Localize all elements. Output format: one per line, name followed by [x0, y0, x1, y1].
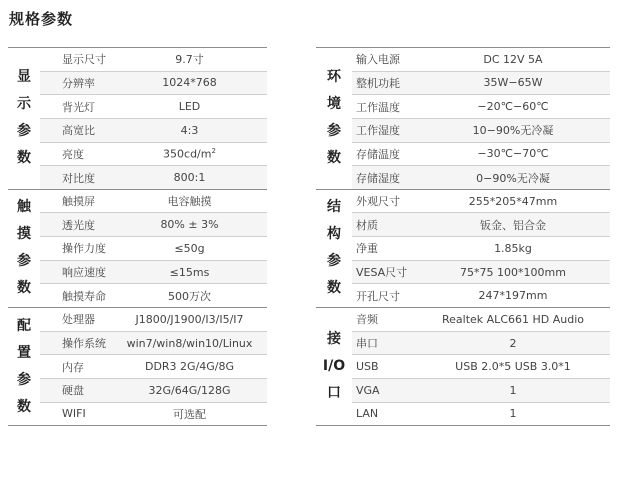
spec-value-text: 75*75 100*100mm	[460, 265, 566, 279]
spec-value	[112, 124, 267, 137]
spec-label: 触摸屏	[62, 195, 95, 209]
spec-value	[112, 313, 267, 326]
spec-value-text: 1024*768	[162, 76, 217, 90]
spec-value	[416, 266, 610, 279]
group-title-char: 构	[327, 226, 341, 243]
spec-row	[40, 402, 267, 426]
spec-row	[40, 94, 267, 118]
spec-value	[112, 147, 267, 161]
spec-value-text: DC 12V 5A	[483, 52, 543, 66]
spec-label: 显示尺寸	[62, 53, 106, 67]
group-title-char: 触	[17, 199, 31, 216]
spec-row	[352, 283, 610, 307]
spec-value-text: LED	[178, 100, 201, 114]
group-title-char: 环	[327, 69, 341, 86]
spec-label: 操作力度	[62, 242, 106, 256]
spec-row	[40, 260, 267, 284]
spec-value	[416, 384, 610, 397]
spec-row	[352, 354, 610, 378]
spec-row	[40, 212, 267, 236]
spec-label: 硬盘	[62, 384, 84, 398]
spec-row	[40, 71, 267, 95]
spec-value-text: 0−90%无冷凝	[476, 171, 550, 185]
spec-row	[40, 165, 267, 189]
spec-row	[40, 283, 267, 307]
spec-label: 分辨率	[62, 76, 95, 90]
spec-label: 内存	[62, 360, 84, 374]
spec-value-text: 350cd/m	[163, 147, 212, 161]
spec-label: 开孔尺寸	[356, 289, 400, 303]
spec-value	[112, 171, 267, 184]
spec-label: 亮度	[62, 147, 84, 161]
group-title-char: 示	[17, 96, 31, 113]
spec-group	[316, 47, 610, 189]
group-title-char: 接	[326, 331, 341, 348]
spec-value	[112, 360, 267, 373]
spec-value	[112, 76, 267, 89]
spec-label: WIFI	[62, 407, 86, 421]
spec-value-text: 80% ± 3%	[160, 218, 219, 232]
group-title-char: I/O	[322, 358, 346, 375]
group-title-char: 口	[326, 385, 341, 402]
spec-label: 触摸寿命	[62, 289, 106, 303]
spec-row	[352, 308, 610, 331]
spec-value-text: ≤15ms	[169, 265, 210, 279]
spec-value	[112, 242, 267, 255]
spec-value	[416, 360, 610, 373]
spec-label: 输入电源	[356, 53, 400, 67]
group-title-char: 数	[17, 150, 31, 167]
group-title-char: 参	[327, 123, 341, 140]
spec-value-text: 1	[509, 407, 517, 421]
spec-value	[416, 170, 610, 186]
spec-label: 串口	[356, 337, 378, 350]
spec-label: VESA尺寸	[356, 266, 408, 280]
spec-value-text: 10−90%无冷凝	[472, 124, 554, 138]
spec-group	[316, 307, 610, 426]
spec-value-text: 钣金、铝合金	[480, 218, 546, 232]
group-title-char: 置	[17, 344, 31, 361]
spec-value	[416, 242, 610, 255]
spec-row	[40, 118, 267, 142]
spec-group	[8, 47, 267, 189]
spec-row	[352, 236, 610, 260]
spec-value	[416, 147, 610, 160]
spec-value	[416, 100, 610, 113]
spec-value	[416, 337, 610, 350]
spec-row	[40, 236, 267, 260]
spec-value-text: 800:1	[173, 171, 206, 185]
spec-value	[112, 337, 267, 350]
spec-row	[352, 118, 610, 142]
spec-value	[112, 266, 267, 279]
spec-label: VGA	[356, 383, 380, 397]
spec-label: USB	[356, 360, 379, 374]
spec-label: 操作系统	[62, 337, 106, 350]
spec-value	[416, 289, 610, 302]
spec-value-text: Realtek ALC661 HD Audio	[442, 312, 584, 326]
spec-label: LAN	[356, 407, 379, 421]
spec-label: 净重	[356, 242, 378, 256]
spec-value-text: 4:3	[180, 123, 199, 137]
group-title-char: 结	[327, 199, 341, 216]
group-title-char: 境	[327, 96, 341, 113]
spec-value	[416, 195, 610, 208]
spec-row	[352, 165, 610, 189]
spec-label: 响应速度	[62, 266, 106, 280]
group-title-char: 参	[17, 253, 31, 270]
spec-value-text: win7/win8/win10/Linux	[126, 336, 253, 350]
spec-value	[416, 122, 610, 138]
spec-label: 音频	[356, 313, 378, 327]
spec-value-text: J1800/J1900/I3/I5/I7	[135, 312, 244, 326]
spec-value	[416, 76, 610, 89]
spec-row	[40, 190, 267, 213]
spec-value	[112, 51, 267, 67]
spec-value-text: 255*205*47mm	[468, 194, 558, 208]
group-title-char: 参	[17, 123, 31, 140]
spec-value	[416, 407, 610, 420]
spec-row	[352, 190, 610, 213]
page-title: 规格参数	[9, 10, 74, 28]
spec-value-text: 9.7寸	[175, 53, 204, 67]
spec-label: 高宽比	[62, 124, 95, 138]
spec-label: 对比度	[62, 171, 95, 185]
right-spec-column	[316, 47, 610, 426]
spec-value	[112, 218, 267, 231]
spec-value-text: 可选配	[173, 407, 206, 421]
spec-row	[352, 94, 610, 118]
group-title-char: 参	[327, 253, 341, 270]
spec-value-text: 247*197mm	[478, 289, 548, 303]
spec-label: 存储湿度	[356, 171, 400, 185]
spec-value-text: 1.85kg	[494, 241, 532, 255]
spec-label: 透光度	[62, 218, 95, 232]
spec-row	[40, 48, 267, 71]
group-title-char: 数	[327, 280, 341, 297]
spec-label: 整机功耗	[356, 76, 400, 90]
spec-value	[416, 53, 610, 66]
spec-value-text: −20℃−60℃	[477, 100, 549, 114]
spec-value-superscript: 2	[211, 147, 216, 156]
spec-value-text: 35W−65W	[483, 76, 543, 90]
spec-group	[8, 189, 267, 307]
spec-row	[352, 260, 610, 284]
spec-row	[40, 142, 267, 166]
group-title	[316, 48, 352, 189]
group-title-char: 配	[17, 317, 31, 334]
spec-value-text: 1	[509, 383, 517, 397]
group-title-char: 数	[327, 150, 341, 167]
spec-row	[40, 331, 267, 355]
group-title	[316, 308, 352, 425]
spec-value-text: ≤50g	[174, 241, 205, 255]
spec-label: 材质	[356, 218, 378, 232]
spec-row	[40, 308, 267, 331]
spec-group	[316, 189, 610, 307]
group-title-char: 显	[17, 69, 31, 86]
group-title	[316, 190, 352, 307]
group-title	[8, 48, 40, 189]
spec-value-text: 32G/64G/128G	[148, 383, 231, 397]
left-spec-column	[8, 47, 267, 426]
spec-row	[352, 331, 610, 355]
spec-value-text: 2	[509, 336, 517, 350]
group-title-char: 数	[17, 280, 31, 297]
spec-row	[352, 212, 610, 236]
spec-row	[352, 142, 610, 166]
spec-label: 处理器	[62, 313, 95, 327]
spec-value	[112, 193, 267, 209]
spec-value	[112, 100, 267, 113]
spec-value-text: −30℃−70℃	[477, 147, 549, 161]
group-title-char: 数	[17, 398, 31, 415]
spec-value-text: DDR3 2G/4G/8G	[144, 360, 235, 374]
spec-row	[352, 48, 610, 71]
spec-row	[40, 354, 267, 378]
spec-value	[112, 384, 267, 397]
spec-row	[352, 378, 610, 402]
spec-label: 工作温度	[356, 100, 400, 114]
spec-label: 背光灯	[62, 100, 95, 114]
spec-label: 工作湿度	[356, 124, 400, 138]
spec-label: 存储温度	[356, 147, 400, 161]
spec-row	[40, 378, 267, 402]
group-title-char: 参	[17, 371, 31, 388]
group-title	[8, 190, 40, 307]
spec-value	[112, 406, 267, 422]
spec-value-text: USB 2.0*5 USB 3.0*1	[455, 360, 571, 374]
group-title	[8, 308, 40, 425]
spec-value	[416, 313, 610, 326]
group-title-char: 摸	[17, 226, 31, 243]
spec-label: 外观尺寸	[356, 195, 400, 209]
spec-row	[352, 71, 610, 95]
spec-row	[352, 402, 610, 426]
spec-value	[112, 288, 267, 304]
spec-value	[416, 217, 610, 233]
spec-value-text: 500万次	[168, 289, 211, 303]
spec-value-text: 电容触摸	[167, 195, 212, 209]
spec-group	[8, 307, 267, 426]
